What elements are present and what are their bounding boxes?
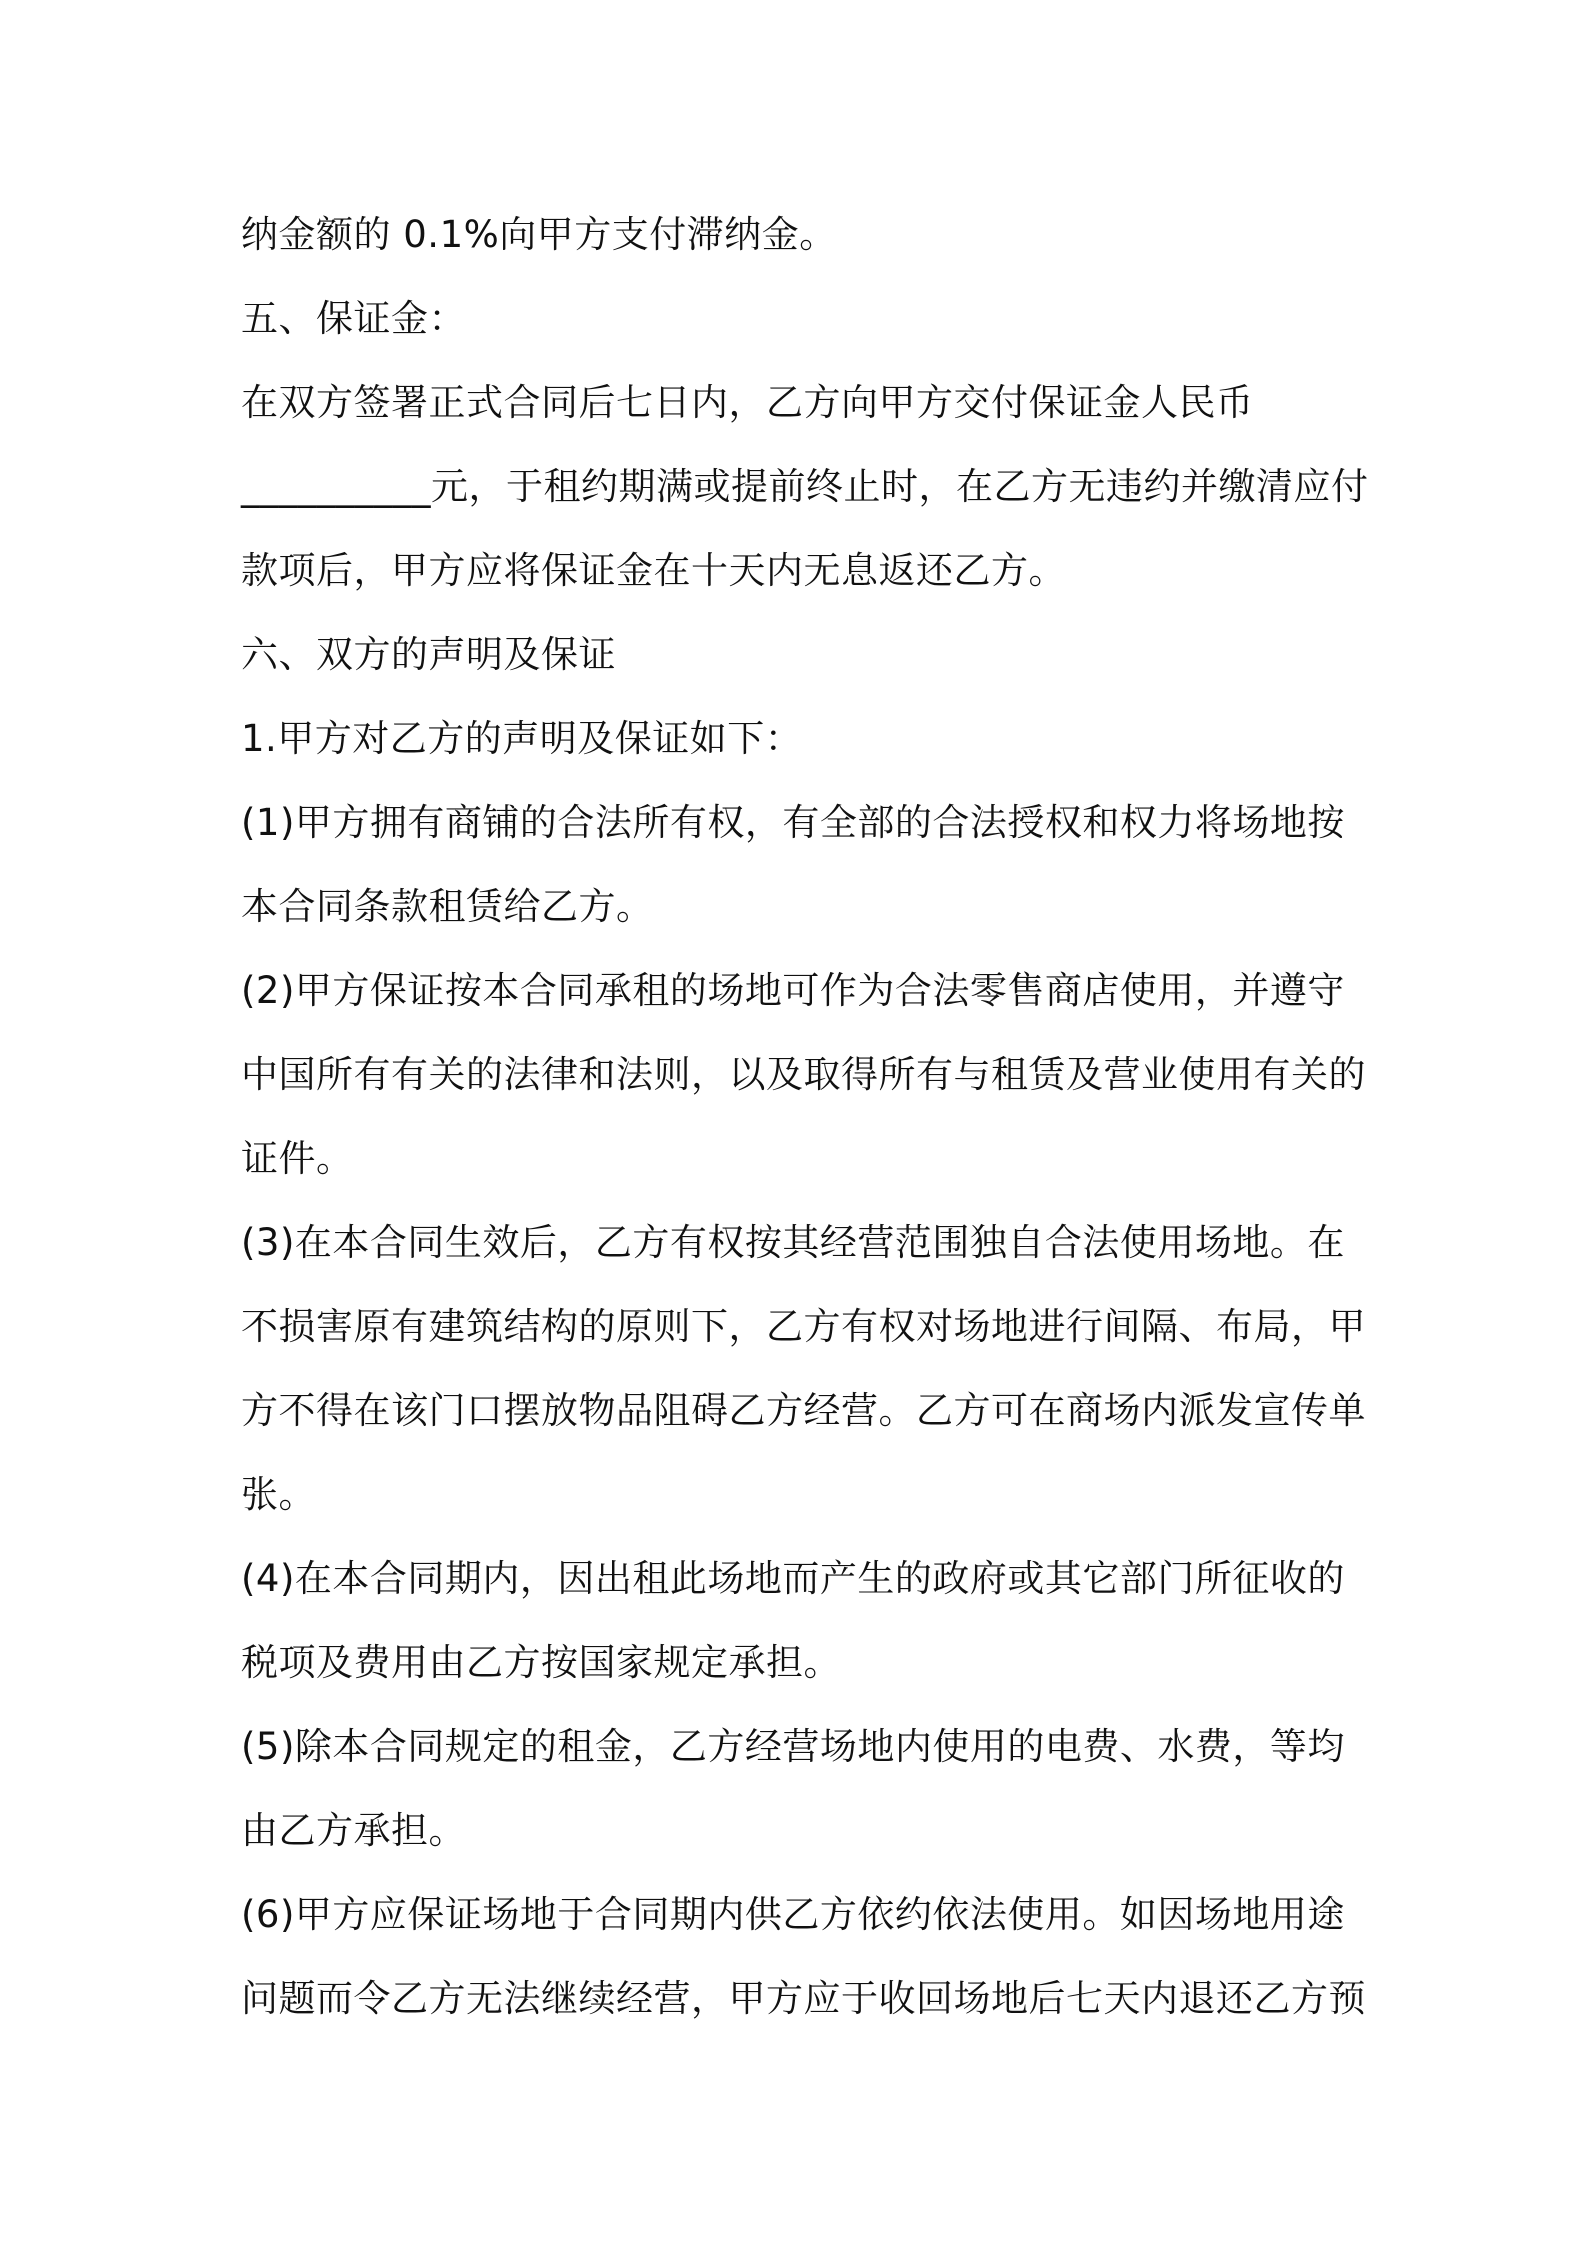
section-heading-deposit: 五、保证金： [241,297,466,340]
text-line: 中国所有有关的法律和法则，以及取得所有与租赁及营业使用有关的 [241,1053,1366,1096]
clause-2: (2)甲方保证按本合同承租的场地可作为合法零售商店使用，并遵守 [241,969,1345,1012]
clause-6: (6)甲方应保证场地于合同期内供乙方依约依法使用。如因场地用途 [241,1893,1345,1936]
clause-4: (4)在本合同期内，因出租此场地而产生的政府或其它部门所征收的 [241,1557,1345,1600]
text-line: 在双方签署正式合同后七日内，乙方向甲方交付保证金人民币 [241,381,1254,424]
text-line: 张。 [241,1473,316,1516]
subsection-heading: 1.甲方对乙方的声明及保证如下： [241,717,803,760]
text-line: 不损害原有建筑结构的原则下，乙方有权对场地进行间隔、布局，甲 [241,1305,1366,1348]
contract-text [241,193,1369,2041]
text-line: 问题而令乙方无法继续经营，甲方应于收回场地后七天内退还乙方预 [241,1977,1366,2020]
text-line: 由乙方承担。 [241,1809,466,1852]
section-heading-declarations: 六、双方的声明及保证 [241,633,616,676]
clause-1: (1)甲方拥有商铺的合法所有权，有全部的合法授权和权力将场地按 [241,801,1345,844]
clause-3: (3)在本合同生效后，乙方有权按其经营范围独自合法使用场地。在 [241,1221,1345,1264]
clause-5: (5)除本合同规定的租金，乙方经营场地内使用的电费、水费，等均 [241,1725,1345,1768]
text-line: 纳金额的 0.1%向甲方支付滞纳金。 [241,213,837,256]
text-line: 本合同条款租赁给乙方。 [241,885,654,928]
text-line: 款项后，甲方应将保证金在十天内无息返还乙方。 [241,549,1066,592]
text-line: __________元，于租约期满或提前终止时，在乙方无违约并缴清应付 [241,465,1369,508]
text-line: 税项及费用由乙方按国家规定承担。 [241,1641,841,1684]
text-line: 方不得在该门口摆放物品阻碍乙方经营。乙方可在商场内派发宣传单 [241,1389,1366,1432]
text-line: 证件。 [241,1137,354,1180]
